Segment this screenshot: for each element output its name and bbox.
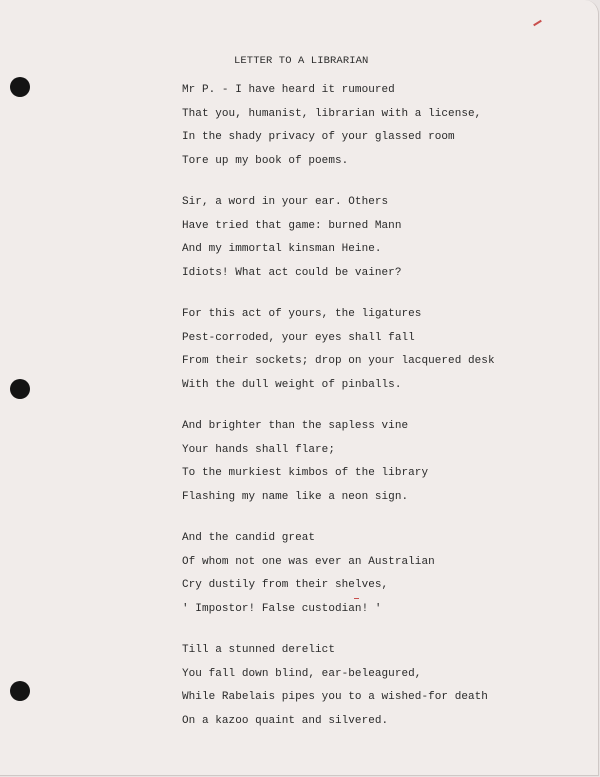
stanza xyxy=(182,642,495,736)
poem-line: Of whom not one was ever an Australian xyxy=(182,555,435,568)
poem-line: ' Impostor! False custodian! ' xyxy=(182,602,382,615)
poem-line: In the shady privacy of your glassed room xyxy=(182,131,455,143)
poem-line: Flashing my name like a neon sign. xyxy=(182,490,409,503)
stanza xyxy=(182,194,495,288)
poem-line: Idiots! What act could be vainer? xyxy=(182,266,402,279)
poem-line: And the candid great xyxy=(182,532,316,544)
poem-line: While Rabelais pipes you to a wished-for death xyxy=(182,691,488,703)
poem-line: From their sockets; drop on your lacquered desk xyxy=(182,355,495,367)
binder-hole xyxy=(10,681,30,701)
stanza xyxy=(182,82,495,176)
poem-line: Your hands shall flare; xyxy=(182,443,335,456)
poem-line: Till a stunned derelict xyxy=(182,644,335,656)
poem-line: Pest-corroded, your eyes shall fall xyxy=(182,331,415,344)
stanza xyxy=(182,306,495,400)
poem-line: You fall down blind, ear-beleagured, xyxy=(182,667,422,680)
stanza xyxy=(182,418,495,512)
poem-line: That you, humanist, librarian with a license, xyxy=(182,107,482,120)
stanza xyxy=(182,530,495,624)
poem-line: Tore up my book of poems. xyxy=(182,154,349,167)
poem-line: For this act of yours, the ligatures xyxy=(182,308,422,320)
binder-hole xyxy=(10,379,30,399)
poem-line: Mr P. - I have heard it rumoured xyxy=(182,84,395,96)
poem-line: To the murkiest kimbos of the library xyxy=(182,467,429,479)
poem-line: On a kazoo quaint and silvered. xyxy=(182,714,389,727)
poem-line: Cry dustily from their shelves, xyxy=(182,579,389,591)
red-pencil-mark xyxy=(533,20,542,26)
poem-line: And my immortal kinsman Heine. xyxy=(182,243,382,255)
poem-title: LETTER TO A LIBRARIAN xyxy=(234,55,369,67)
poem-line: Have tried that game: burned Mann xyxy=(182,219,402,232)
poem-line: And brighter than the sapless vine xyxy=(182,420,409,432)
poem-line: With the dull weight of pinballs. xyxy=(182,378,402,391)
binder-hole xyxy=(10,77,30,97)
poem-line: Sir, a word in your ear. Others xyxy=(182,196,389,208)
poem-body xyxy=(182,82,495,754)
